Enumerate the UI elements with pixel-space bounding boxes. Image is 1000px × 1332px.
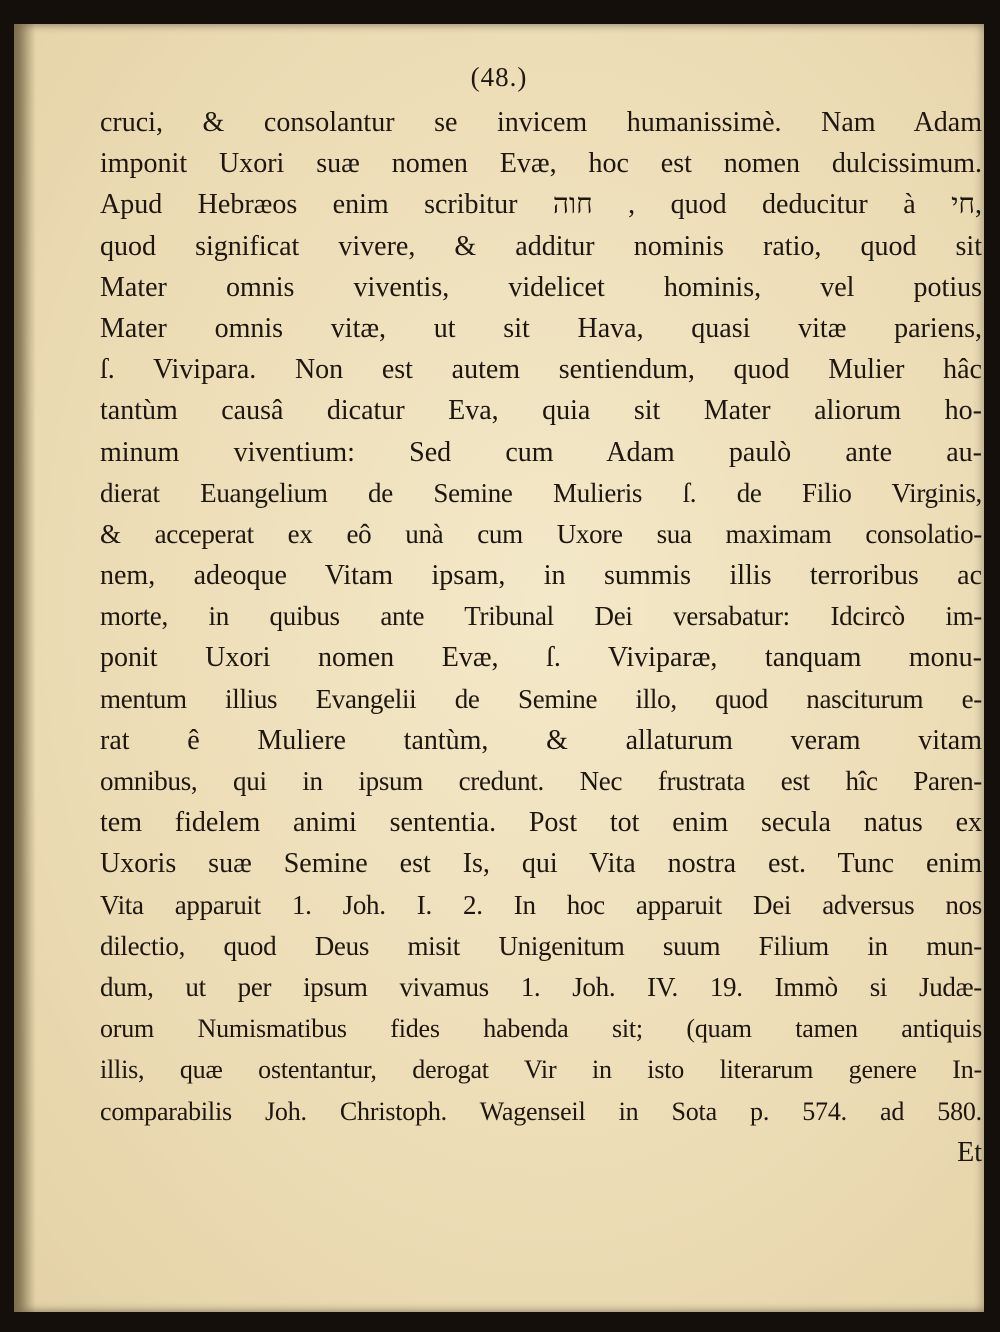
book-page — [14, 24, 984, 1312]
text-line: dierat Euangelium de Semine Mulieris ſ. de Filio Virginis, — [100, 477, 982, 508]
page-number: (48.) — [470, 62, 528, 92]
text-line: minum viventium: Sed cum Adam paulò ante au- — [100, 436, 982, 468]
text-line: tem fidelem animi sententia. Post tot enim secula natus ex — [100, 807, 982, 839]
text-line: dum, ut per ipsum vivamus 1. Joh. IV. 19. Immò si Judæ- — [100, 971, 982, 1002]
text-line: nem, adeoque Vitam ipsam, in summis illis terroribus ac — [100, 560, 982, 592]
text-line: quod significat vivere, & additur nominis ratio, quod sit — [100, 230, 982, 262]
text-line: orum Numismatibus fides habenda sit; (quam tamen antiquis — [100, 1014, 982, 1044]
text-line: comparabilis Joh. Christoph. Wagenseil in Sota p. 574. ad 580. — [100, 1096, 982, 1126]
text-line: imponit Uxori suæ nomen Evæ, hoc est nomen dulcissimum. — [100, 148, 982, 180]
text-line: Mater omnis vitæ, ut sit Hava, quasi vitæ pariens, — [100, 312, 982, 344]
text-line: ſ. Vivipara. Non est autem sentiendum, quod Mulier hâc — [100, 354, 982, 386]
text-line: Apud Hebræos enim scribitur חוה , quod deducitur à חי, — [100, 189, 982, 221]
text-line: Uxoris suæ Semine est Is, qui Vita nostra est. Tunc enim — [100, 848, 982, 880]
text-line: dilectio, quod Deus misit Unigenitum suum Filium in mun- — [100, 930, 982, 961]
text-line: omnibus, qui in ipsum credunt. Nec frustrata est hîc Paren- — [100, 766, 982, 796]
body-text — [100, 102, 982, 1173]
text-line: morte, in quibus ante Tribunal Dei versabatur: Idcircò im- — [100, 601, 982, 632]
text-line: mentum illius Evangelii de Semine illo, quod nasciturum e- — [100, 683, 982, 714]
text-line: ponit Uxori nomen Evæ, ſ. Viviparæ, tanquam monu- — [100, 642, 982, 674]
text-line: cruci, & consolantur se invicem humanissimè. Nam Adam — [100, 107, 982, 138]
text-line: & acceperat ex eô unà cum Uxore sua maximam consolatio- — [100, 518, 982, 549]
text-line: rat ê Muliere tantùm, & allaturum veram vitam — [100, 724, 982, 756]
gutter-shadow — [14, 24, 36, 1312]
catchword: Et — [957, 1136, 982, 1168]
text-line: tantùm causâ dicatur Eva, quia sit Mater aliorum ho- — [100, 395, 982, 427]
text-line: illis, quæ ostentantur, derogat Vir in isto literarum genere In- — [100, 1055, 982, 1085]
text-line: Vita apparuit 1. Joh. I. 2. In hoc apparuit Dei adversus nos — [100, 889, 982, 920]
text-line: Mater omnis viventis, videlicet hominis, vel potius — [100, 271, 982, 303]
